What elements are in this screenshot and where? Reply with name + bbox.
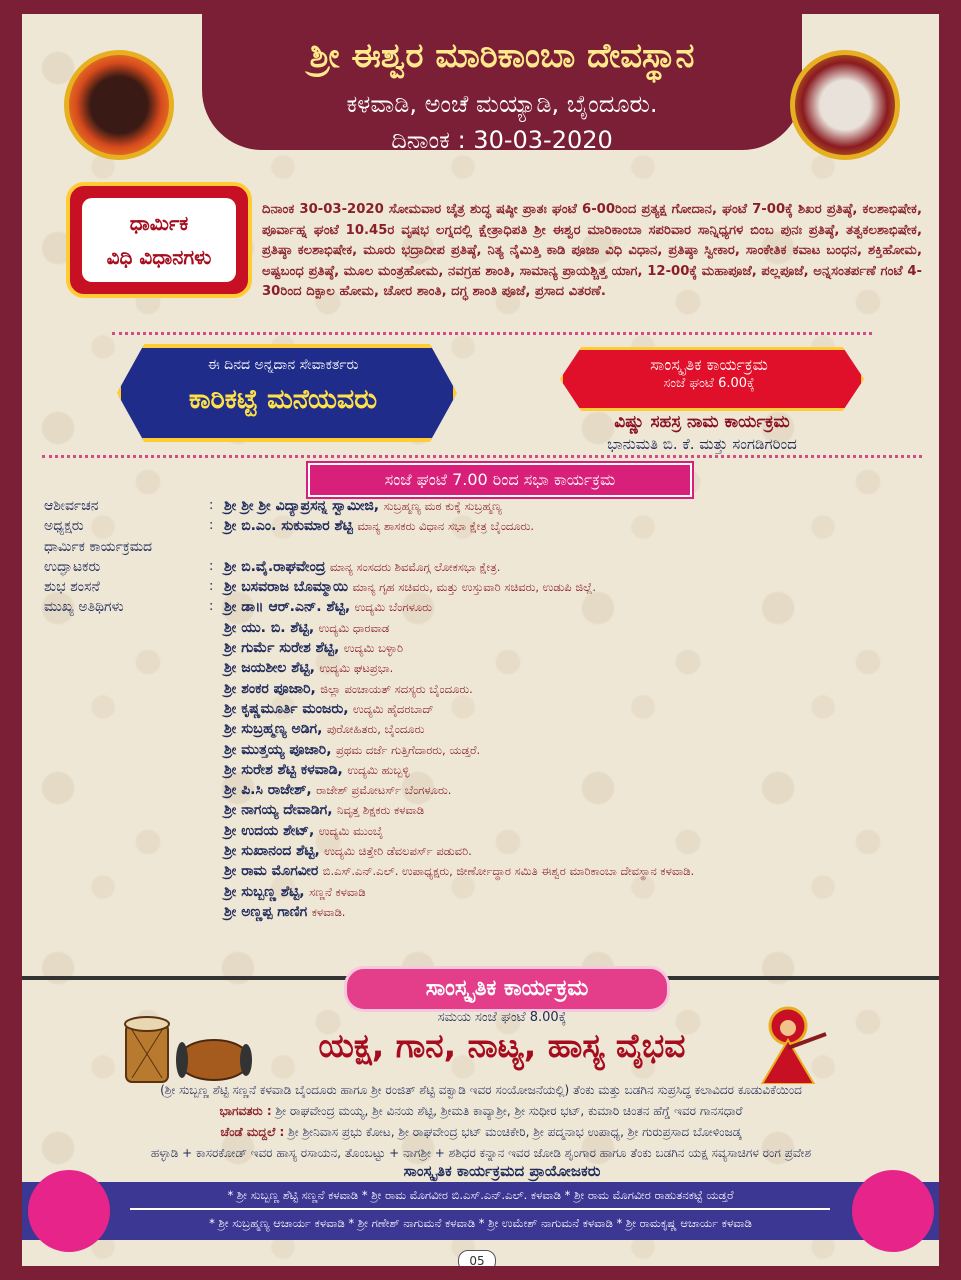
sabha-guest-name: ಶ್ರೀ ಕೃಷ್ಣಮೂರ್ತಿ ಮಂಜರು, [224, 700, 349, 717]
sabha-row [44, 681, 924, 701]
sabha-guest-name: ಶ್ರೀ ಡಾ॥ ಆರ್.ಎನ್. ಶೆಟ್ಟಿ, [224, 599, 351, 616]
sabha-colon: : [209, 518, 214, 534]
sponsors-title: ಸಾಂಸ್ಕೃತಿಕ ಕಾರ್ಯಕ್ರಮದ ಪ್ರಾಯೋಜಕರು [403, 1162, 601, 1180]
sabha-row [44, 640, 924, 660]
chende-drum-icon [125, 1017, 169, 1082]
sabha-guest-desc: ಪ್ರಥಮ ದರ್ಜೆ ಗುತ್ತಿಗೆದಾರರು, ಯಡ್ತರೆ. [335, 742, 481, 757]
sponsors-row-1: * ಶ್ರೀ ಸುಬ್ಬಣ್ಣ ಶೆಟ್ಟಿ ಸಣ್ಣನೆ ಕಳವಾಡಿ * ಶ್ರೀ ರಾಮ ಮೊಗವೀರ ಬಿ.ಎಸ್.ಎನ್.ಎಲ್. ಕಳವಾಡಿ * ಶ್ರೀ ರಾಮ ಮೊಗವೀರ ರಾಹುತನಕಟ್ಟೆ ಯಡ್ತರೆ [227, 1188, 734, 1202]
sabha-row [44, 742, 924, 762]
sabha-guest-name: ಶ್ರೀ ನಾಗಯ್ಯ ದೇವಾಡಿಗ, [224, 802, 333, 819]
sabha-row [44, 498, 924, 518]
sabha-guest-desc: ಮಾನ್ಯ ಸಂಸದರು ಶಿವಮೊಗ್ಗ ಲೋಕಸಭಾ ಕ್ಷೇತ್ರ. [329, 559, 501, 574]
sponsors-band [22, 1182, 939, 1240]
cultural-evening-time: ಸಂಜೆ ಘಂಟೆ 6.00ಕ್ಕೆ [663, 376, 755, 391]
bhagavataru-label: ಭಾಗವತರು : [219, 1104, 272, 1118]
cultural-night-pill [344, 966, 670, 1012]
annadana-family: ಕಾರಿಕಟ್ಟೆ ಮನೆಯವರು [188, 384, 378, 415]
sabha-guest-name: ಶ್ರೀ ಗುರ್ಮೆ ಸುರೇಶ ಶೆಟ್ಟಿ, [224, 640, 340, 657]
sponsors-row-2: * ಶ್ರೀ ಸುಬ್ರಹ್ಮಣ್ಯ ಆಚಾರ್ಯ ಕಳವಾಡಿ * ಶ್ರೀ ಗಣೇಶ್ ನಾಗುಮನೆ ಕಳವಾಡಿ * ಶ್ರೀ ಉಮೇಶ್ ನಾಗುಮನೆ ಕಳವಾಡಿ * ಶ್ರೀ ರಾಮಕೃಷ್ಣ ಆಚಾರ್ಯ ಕಳವಾಡಿ [209, 1216, 752, 1230]
sabha-guest-desc: ರಾಜೇಶ್ ಪ್ರಮೋಟರ್ಸ್ ಬೆಂಗಳೂರು. [316, 783, 452, 798]
sabha-guest-desc: ಉದ್ಯಮಿ ಹೈದರಬಾದ್ [352, 701, 434, 716]
sabha-guest-name: ಶ್ರೀ ಅಣ್ಣಪ್ಪ ಗಾಣಿಗ [224, 903, 308, 920]
vishnu-sahasranama: ವಿಷ್ಣು ಸಹಸ್ರ ನಾಮ ಕಾರ್ಯಕ್ರಮ [614, 412, 790, 432]
sabha-colon: : [209, 579, 214, 595]
sabha-guest-name: ಶ್ರೀ ಸುಬ್ರಹ್ಮಣ್ಯ ಅಡಿಗ, [224, 721, 323, 738]
sabha-guest-name: ಶ್ರೀ ಬಿ.ವೈ.ರಾಘವೇಂದ್ರ [224, 558, 326, 575]
sabha-guest-name: ಶ್ರೀ ಸುಬ್ಬಣ್ಣ ಶೆಟ್ಟಿ, [224, 883, 305, 900]
sabha-role: ಧಾರ್ಮಿಕ ಕಾರ್ಯಕ್ರಮದ [44, 538, 153, 555]
detail-line-3: ಶ್ರೀ ಶ್ರೀನಿವಾಸ ಪ್ರಭು ಕೋಟ, ಶ್ರೀ ರಾಘವೇಂದ್ರ ಭಟ್ ಮಂಚಿಕೇರಿ, ಶ್ರೀ ಪದ್ಮನಾಭ ಉಪಾಧ್ಯ, ಶ್ರೀ ಗುರುಪ್ರಸಾದ ಬೋಳಿಂಜಡ್ಕ [288, 1125, 742, 1139]
sabha-guest-desc: ಉದ್ಯಮಿ ಬೆಂಗಳೂರು [354, 600, 432, 615]
sabha-guest-name: ಶ್ರೀ ಯು. ಬಿ. ಶೆಟ್ಟಿ, [224, 619, 315, 636]
sabha-guest-name: ಶ್ರೀ ಜಯಶೀಲ ಶೆಟ್ಟಿ, [224, 660, 315, 677]
sabha-guest-name: ಶ್ರೀ ಉದಯ ಶೇಟ್, [224, 822, 315, 839]
sabha-guest-desc: ಮಾನ್ಯ ಶಾಸಕರು ವಿಧಾನ ಸಭಾ ಕ್ಷೇತ್ರ ಬೈಂದೂರು. [357, 519, 535, 534]
sabha-guest-desc: ಬಿ.ಎಸ್.ಎನ್.ಎಲ್. ಉಪಾಧ್ಯಕ್ಷರು, ಜೀರ್ಣೋದ್ಧಾರ ಸಮಿತಿ ಈಶ್ವರ ಮಾರಿಕಾಂಬಾ ದೇವಸ್ಥಾನ ಕಳವಾಡಿ. [322, 864, 695, 879]
sabha-guest-desc: ಸುಬ್ರಹ್ಮಣ್ಯ ಮಠ ಕುಕ್ಕೆ ಸುಬ್ರಹ್ಮಣ್ಯ [383, 499, 502, 513]
sabha-row [44, 518, 924, 538]
sabha-guest-name: ಶ್ರೀ ರಾಮ ಮೊಗವೀರ [224, 863, 319, 880]
cultural-night-details [42, 1080, 920, 1164]
sabha-guest-name: ಶ್ರೀ ಬಸವರಾಜ ಬೊಮ್ಮಾಯಿ [224, 579, 348, 596]
decor-circle-right [852, 1170, 934, 1252]
sabha-guest-name: ಶ್ರೀ ಪಿ.ಸಿ ರಾಜೇಶ್, [224, 782, 312, 799]
sabha-guest-desc: ಮಾನ್ಯ ಗೃಹ ಸಚಿವರು, ಮತ್ತು ಉಸ್ತುವಾರಿ ಸಚಿವರು, ಉಡುಪಿ ಜಿಲ್ಲೆ. [352, 580, 597, 595]
chende-label: ಚೆಂಡೆ ಮದ್ದಲೆ : [220, 1125, 285, 1139]
sabha-guest-desc: ಉದ್ಯಮಿ ಚಿತ್ತೇರಿ ಡೆವಲಪರ್ಸ್ ಪಡುವರಿ. [324, 844, 472, 859]
sabha-guest-desc: ಪುರೋಹಿತರು, ಬೈಂದೂರು [326, 722, 425, 737]
page-number: 05 [458, 1250, 496, 1266]
sabha-title: ಸಂಜೆ ಘಂಟೆ 7.00 ರಿಂದ ಸಭಾ ಕಾರ್ಯಕ್ರಮ [384, 470, 616, 489]
sabha-guest-desc: ನಿವೃತ್ತ ಶಿಕ್ಷಕರು ಕಳವಾಡಿ [337, 803, 425, 818]
detail-line-2: ಶ್ರೀ ರಾಘವೇಂದ್ರ ಮಯ್ಯ, ಶ್ರೀ ವಿನಯ ಶೆಟ್ಟಿ, ಶ್ರೀಮತಿ ಕಾವ್ಯಾಶ್ರೀ, ಶ್ರೀ ಸುಧೀರ ಭಟ್, ಕುಮಾರಿ ಚಿಂತನ ಹೆಗ್ಡೆ ಇವರ ಗಾನಸಧಾರೆ [275, 1104, 743, 1118]
badge-line-1: ಧಾರ್ಮಿಕ [129, 211, 189, 235]
divider [112, 332, 872, 335]
sabha-colon: : [209, 558, 214, 574]
sabha-role: ಶುಭ ಶಂಸನೆ [44, 579, 100, 596]
sabha-guest-name: ಶ್ರೀ ಮುತ್ತಯ್ಯ ಪೂಜಾರಿ, [224, 741, 332, 758]
rituals-text: ದಿನಾಂಕ 30-03-2020 ಸೋಮವಾರ ಚೈತ್ರ ಶುದ್ಧ ಷಷ್ಠೀ ಪ್ರಾತಃ ಘಂಟೆ 6-00ರಿಂದ ಪ್ರತ್ಯಕ್ಷ ಗೋದಾನ, ಘಂಟೆ 7-00ಕ್ಕೆ ಶಿಖರ ಪ್ರತಿಷ್ಠೆ, ಕಲಶಾಭಿಷೇಕ, ಪೂರ್ವಾಹ್ನ ಘಂಟೆ 10.45ರ ವೃಷಭ ಲಗ್ನದಲ್ಲಿ ಕ್ಷೇತ್ರಾಧಿಪತಿ ಶ್ರೀ ಈಶ್ವರ ಮಾರಿಕಾಂಬಾ ಸಪರಿವಾರ ಸಾನ್ನಿಧ್ಯಗಳ ಬಿಂಬ ಪುನಃ ಪ್ರತಿಷ್ಠೆ, ತತ್ವಕಲಶಾಭಿಷೇಕ, ಪ್ರತಿಷ್ಠಾ ಕಲಶಾಭಿಷೇಕ, ಮೂರು ಭದ್ರಾದೀಪ ಪ್ರತಿಷ್ಠೆ, ನಿತ್ಯ ನೈಮಿತ್ತಿ ಕಾಡಿ ಪೂಜಾ ವಿಧಿ ವಿಧಾನ, ಪ್ರತಿಷ್ಠಾ ಸ್ವೀಕಾರ, ಸಾಂಕೇತಿಕ ಕವಾಟ ಬಂಧನ, ಶಕ್ತಿಹೋಮ, ಅಷ್ಟಬಂಧ ಪ್ರತಿಷ್ಠೆ, ಮೂಲ ಮಂತ್ರಹೋಮ, ನವಗ್ರಹ ಶಾಂತಿ, ಸಾಮಾನ್ಯ ಪ್ರಾಯಶ್ಚಿತ್ತ ಯಾಗ, 12-00ಕ್ಕೆ ಮಹಾಪೂಜೆ, ಪಲ್ಲಪೂಜೆ, ಅನ್ನಸಂತರ್ಪಣೆ ಗಂಟೆ 4-30ರಿಂದ ದಿಕ್ಪಾಲ ಹೋಮ, ಚೋರ ಶಾಂತಿ, ದಗ್ಧ ಶಾಂತಿ ಪೂಜೆ, ಪ್ರಸಾದ ವಿತರಣೆ. [262, 202, 922, 300]
temple-address: ಕಳವಾಡಿ, ಅಂಚೆ ಮಯ್ಯಾಡಿ, ಬೈಂದೂರು. [346, 90, 658, 118]
sabha-row [44, 660, 924, 680]
cultural-night-headline: ಯಕ್ಷ, ಗಾನ, ನಾಟ್ಯ, ಹಾಸ್ಯ ವೈಭವ [318, 1026, 686, 1065]
sabha-guest-name: ಶ್ರೀ ಶ್ರೀ ಶ್ರೀ ವಿದ್ಯಾಪ್ರಸನ್ನ ಸ್ವಾಮೀಜಿ, [224, 498, 380, 514]
sabha-guest-name: ಶ್ರೀ ಶಂಕರ ಪೂಜಾರಿ, [224, 680, 316, 697]
detail-line-1: (ಶ್ರೀ ಸುಬ್ಬಣ್ಣ ಶೆಟ್ಟಿ ಸಣ್ಣನೆ ಕಳವಾಡಿ ಬೈಂದೂರು ಹಾಗೂ ಶ್ರೀ ರಂಜಿತ್ ಶೆಟ್ಟಿ ವಕ್ವಾಡಿ ಇವರ ಸಂಯೋಜನೆಯಲ್ಲಿ) ತೆಂಕು ಮತ್ತು ಬಡಗಿನ ಸುಪ್ರಸಿದ್ಧ ಕಲಾವಿದರ ಕೂಡುವಿಕೆಯಿಂದ [160, 1083, 802, 1097]
sabha-row [44, 721, 924, 741]
annadana-caption: ಈ ದಿನದ ಅನ್ನದಾನ ಸೇವಾಕರ್ತರು [207, 357, 359, 373]
maddale-drum-icon [176, 1040, 252, 1080]
sabha-guest-desc: ಉದ್ಯಮಿ ಹುಬ್ಬಳ್ಳಿ [347, 762, 410, 777]
sabha-row [44, 782, 924, 802]
sabha-title-bar [308, 463, 692, 497]
sabha-guest-name: ಶ್ರೀ ಸುರೇಶ ಶೆಟ್ಟಿ ಕಳವಾಡಿ, [224, 761, 343, 778]
sabha-guest-desc: ಉದ್ಯಮಿ ಮುಂಬೈ [318, 823, 384, 838]
cultural-evening-title: ಸಾಂಸ್ಕೃತಿಕ ಕಾರ್ಯಕ್ರಮ [650, 355, 768, 374]
sabha-colon: : [209, 498, 214, 513]
sabha-row [44, 823, 924, 843]
rituals-badge [66, 182, 252, 298]
sabha-row [44, 884, 924, 904]
badge-line-2: ವಿಧಿ ವಿಧಾನಗಳು [106, 245, 212, 269]
sabha-row [44, 762, 924, 782]
drums-illustration [122, 1004, 252, 1088]
sabha-guest-name: ಶ್ರೀ ಬಿ.ಎಂ. ಸುಕುಮಾರ ಶೆಟ್ಟಿ [224, 518, 353, 535]
sabha-row [44, 904, 924, 924]
event-date: ದಿನಾಂಕ : 30-03-2020 [391, 126, 613, 154]
sabha-guest-desc: ಕಳವಾಡಿ. [311, 904, 346, 919]
sabha-guest-desc: ಸಣ್ಣನೆ ಕಳವಾಡಿ [309, 884, 366, 899]
temple-title: ಶ್ರೀ ಈಶ್ವರ ಮಾರಿಕಾಂಬಾ ದೇವಸ್ಥಾನ [309, 36, 695, 76]
sabha-row [44, 843, 924, 863]
sabha-guest-desc: ಜಿಲ್ಲಾ ಪಂಚಾಯತ್ ಸದಸ್ಯರು ಬೈಂದೂರು. [320, 681, 473, 696]
sabha-row [44, 539, 924, 559]
sabha-row [44, 620, 924, 640]
sabha-row [44, 701, 924, 721]
sabha-row [44, 599, 924, 619]
decor-circle-left [28, 1170, 110, 1252]
flyer-page [22, 14, 939, 1266]
sabha-role: ಅಧ್ಯಕ್ಷರು [44, 518, 84, 535]
sabha-role: ಆಶೀರ್ವಚನ [44, 498, 99, 514]
divider [42, 455, 922, 458]
cultural-night-time: ಸಮಯ ಸಂಜೆ ಘಂಟೆ 8.00ಕ್ಕೆ [437, 1010, 567, 1025]
sabha-row [44, 559, 924, 579]
sabha-guest-desc: ಉದ್ಯಮಿ ಧಾರವಾಡ [318, 620, 390, 635]
sabha-role: ಮುಖ್ಯ ಅತಿಥಿಗಳು [44, 599, 124, 616]
sabha-row [44, 802, 924, 822]
sabha-guest-desc: ಉದ್ಯಮಿ ಘಟಪ್ರಭಾ. [319, 661, 394, 676]
sabha-role: ಉದ್ಘಾಟಕರು [44, 558, 101, 575]
sabha-program-list [44, 498, 924, 924]
sabha-guest-name: ಶ್ರೀ ಸುಖಾನಂದ ಶೆಟ್ಟಿ, [224, 843, 320, 860]
sabha-row [44, 579, 924, 599]
detail-line-4: ಹಳ್ಳಾಡಿ + ಕಾಸರಕೋಡ್ ಇವರ ಹಾಸ್ಯ ರಸಾಯನ, ತೊಂಬಟ್ಟು + ನಾಗಶ್ರೀ + ಶಶಿಧರ ಕನ್ನಾನ ಇವರ ಜೋಡಿ ಶೃಂಗಾರ ಹಾಗೂ ತೆಂಕು ಬಡಗಿನ ಯಕ್ಷ ಸವ್ಯಸಾಚಿಗಳ ರಂಗ ಪ್ರವೇಶ [150, 1146, 812, 1160]
cultural-night-title: ಸಾಂಸ್ಕೃತಿಕ ಕಾರ್ಯಕ್ರಮ [425, 976, 589, 1001]
sabha-colon: : [209, 599, 214, 615]
deity-medallion-right [790, 50, 900, 160]
sabha-guest-desc: ಉದ್ಯಮಿ ಬಳ್ಳಾರಿ [343, 641, 404, 656]
sabha-row [44, 863, 924, 883]
performers: ಭಾನುಮತಿ ಬಿ. ಕೆ. ಮತ್ತು ಸಂಗಡಿಗರಿಂದ [607, 435, 797, 453]
deity-medallion-left [64, 50, 174, 160]
